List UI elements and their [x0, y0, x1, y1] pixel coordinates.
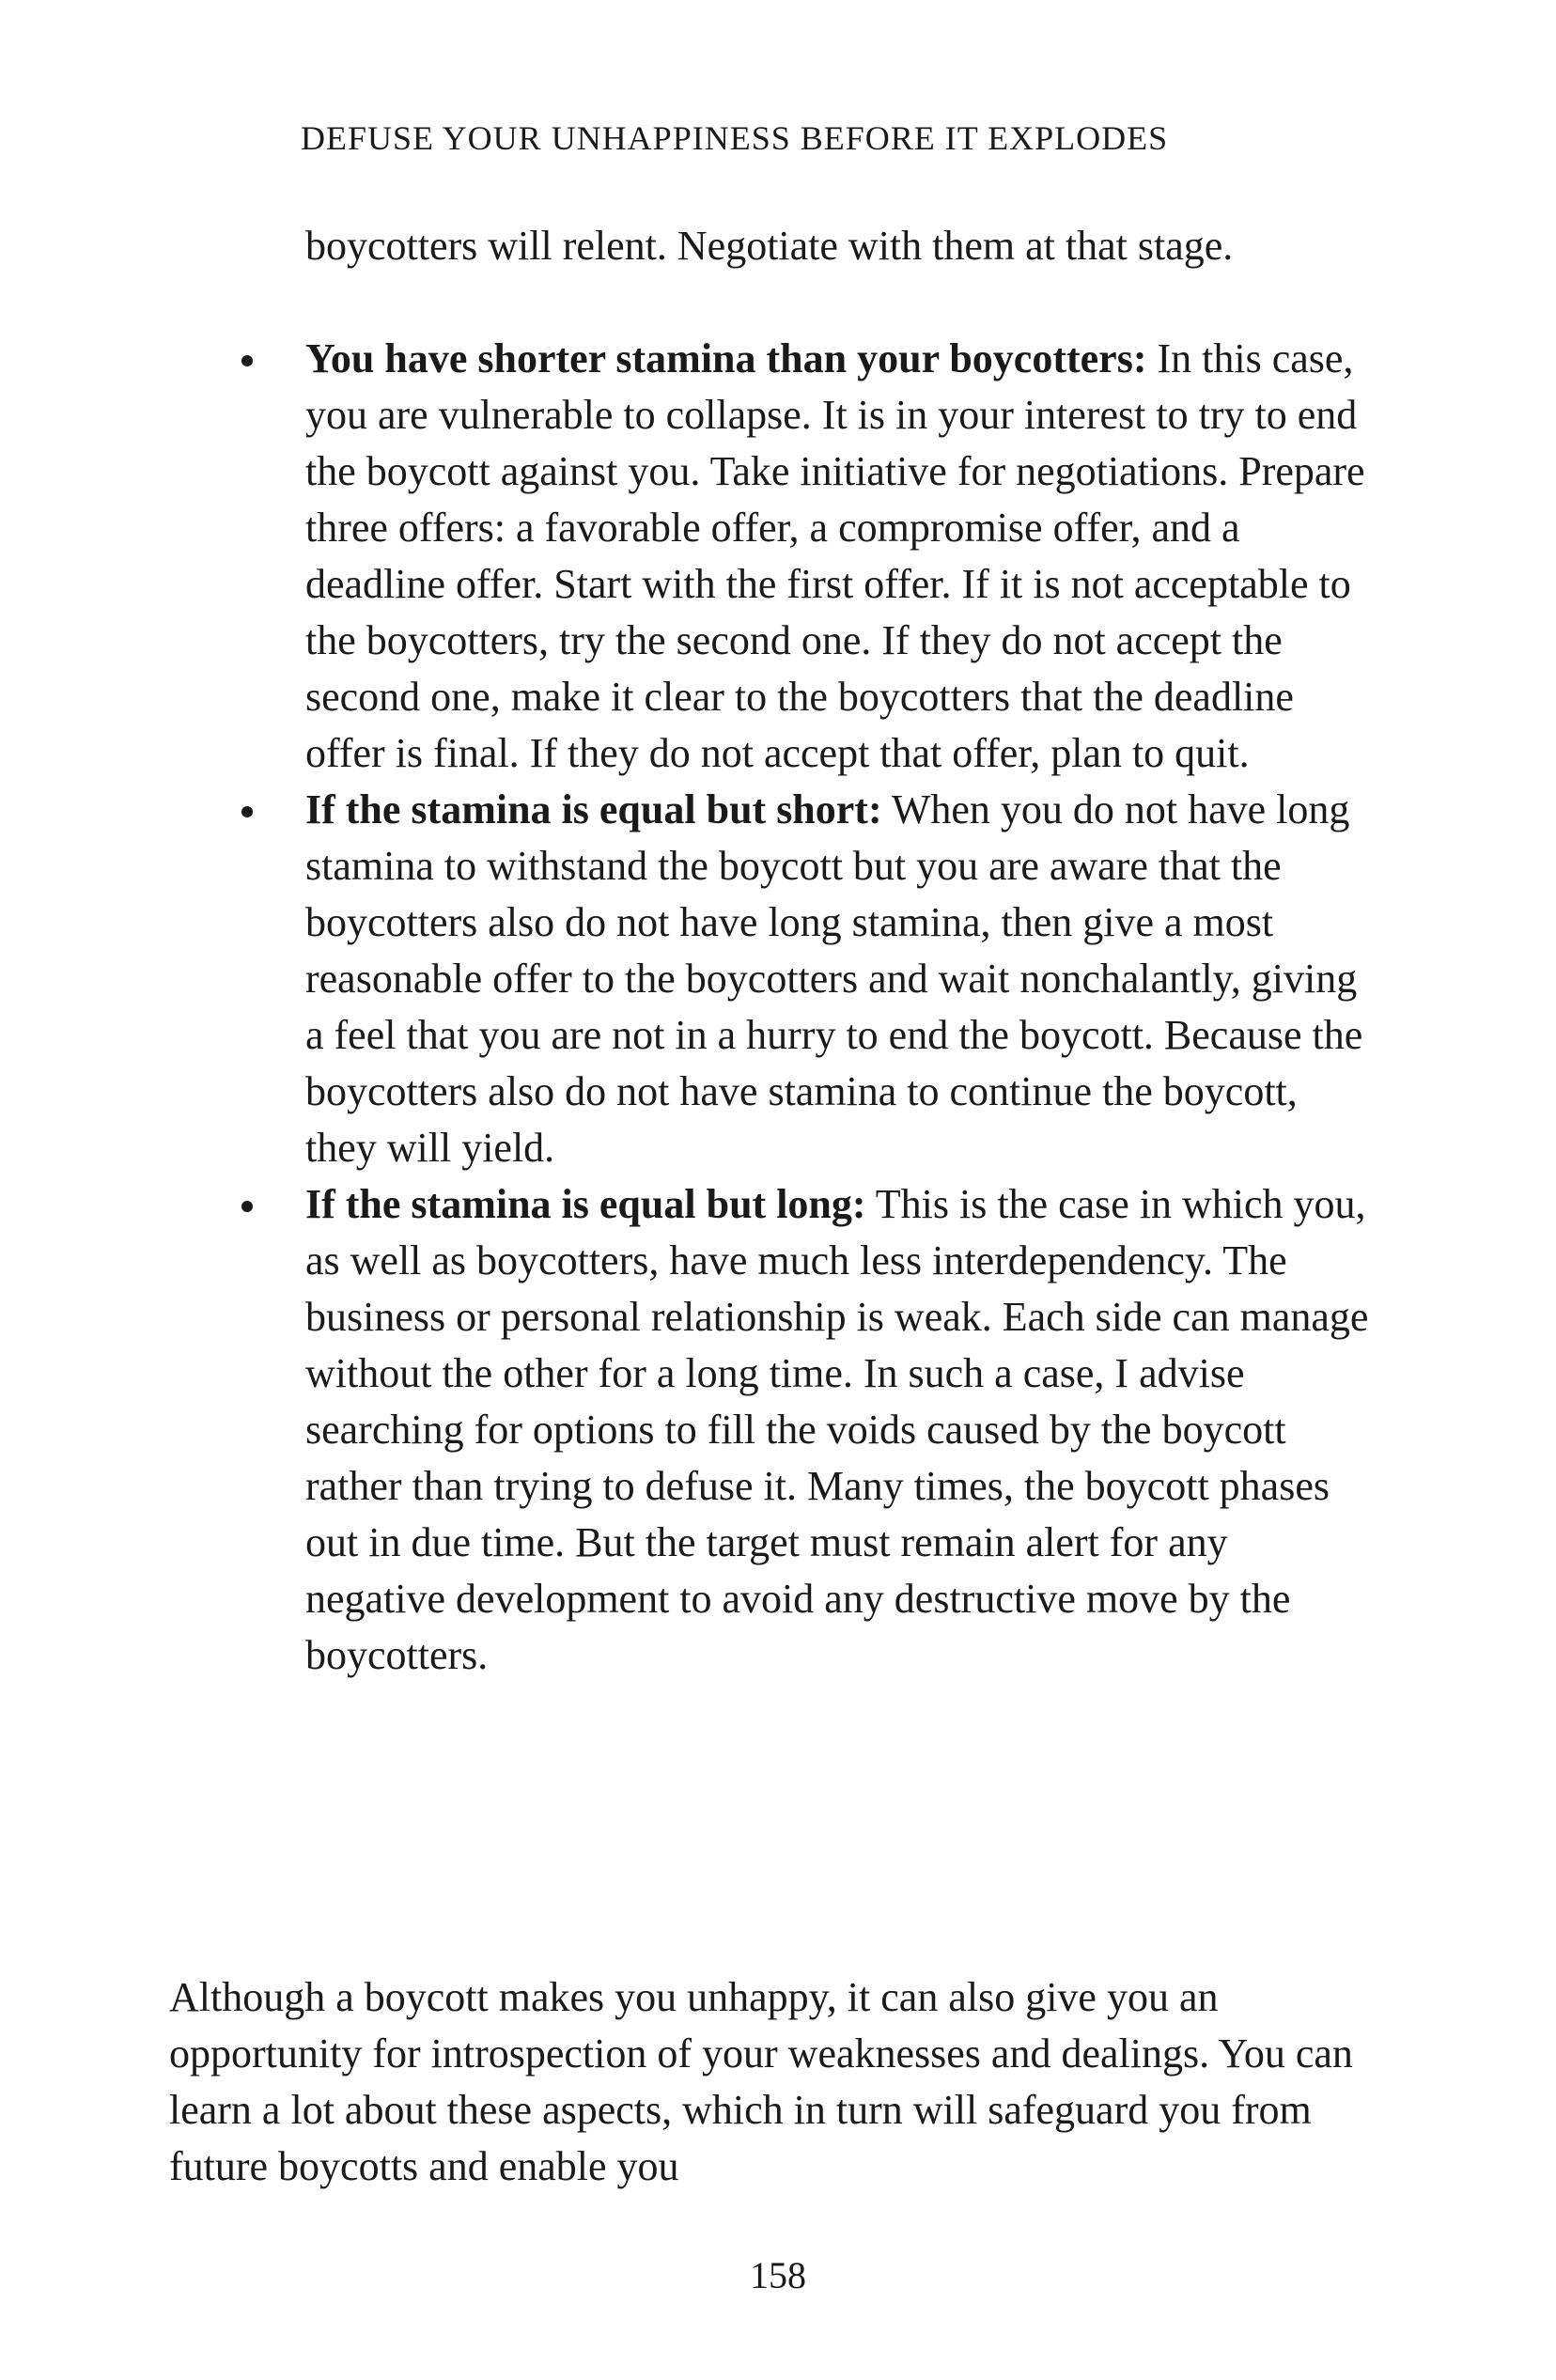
closing-paragraph: Although a boycott makes you unhappy, it can also give you an opportunity for introspection of your weaknesses and dealings. You can learn a lot about these aspects, which in turn will safeguard you from future boycotts and enable you	[169, 1974, 1353, 2189]
bullet-text: In this case, you are vulnerable to collapse. It is in your interest to try to end the boycott against you. Take initiative for negotiations. Prepare three offers: a favorable offer, a compromise offer, and a deadline offer. Start with the first offer. If it is not acceptable to the boycotters, try the second one. If they do not accept the second one, make it clear to the boycotters that the deadline offer is final. If they do not accept that offer, plan to quit.	[305, 335, 1365, 776]
bullet-dot-icon	[241, 806, 253, 817]
bullet-item	[305, 1176, 1377, 1684]
bullet-dot-icon	[241, 355, 253, 366]
bullet-item	[305, 782, 1377, 1176]
bullet-heading: You have shorter stamina than your boycotters:	[305, 335, 1147, 381]
bullet-dot-icon	[241, 1201, 253, 1212]
bullet-heading: If the stamina is equal but long:	[305, 1181, 866, 1227]
continuation-paragraph: boycotters will relent. Negotiate with them at that stage.	[305, 223, 1234, 269]
bullet-text: When you do not have long stamina to withstand the boycott but you are aware that the boycotters also do not have long stamina, then give a most reasonable offer to the boycotters and wait nonchalantly, giving a feel that you are not in a hurry to end the boycott. Because the boycotters also do not have stamina to continue the boycott, they will yield.	[305, 786, 1363, 1171]
bullet-heading: If the stamina is equal but short:	[305, 786, 882, 832]
bullet-list	[305, 331, 1377, 1684]
bullet-text: This is the case in which you, as well as boycotters, have much less interdependency. The business or personal relationship is weak. Each side can manage without the other for a long time. In such a case, I advise searching for options to fill the voids caused by the boycott rather than trying to defuse it. Many times, the boycott phases out in due time. But the target must remain alert for any negative development to avoid any destructive move by the boycotters.	[305, 1181, 1369, 1678]
page-number: 158	[750, 2254, 806, 2296]
running-head: DEFUSE YOUR UNHAPPINESS BEFORE IT EXPLODES	[301, 119, 1169, 157]
bullet-item	[305, 331, 1377, 782]
